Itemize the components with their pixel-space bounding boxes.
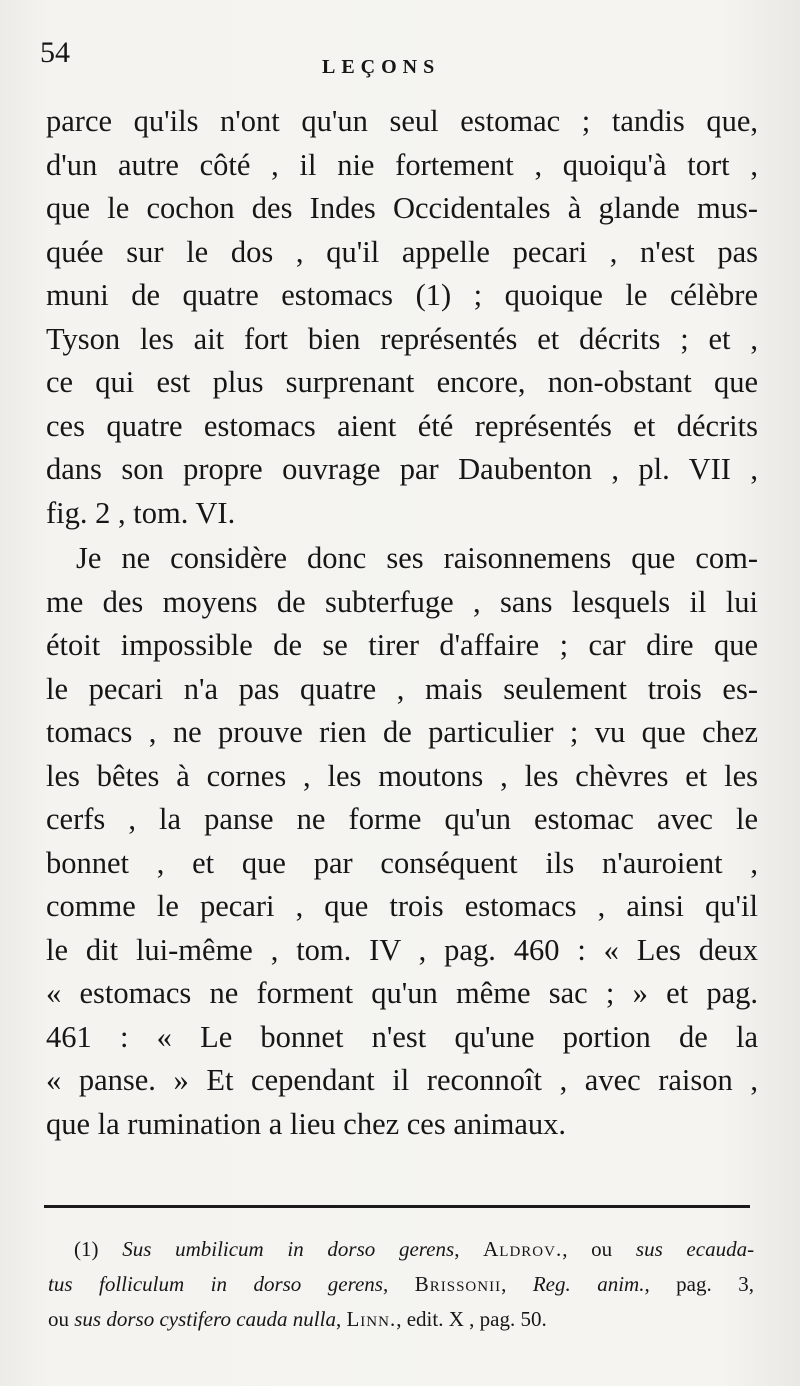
text-line: fig. 2 , tom. VI.: [46, 495, 236, 530]
latin-name: Sus umbilicum in dorso gerens: [122, 1237, 455, 1261]
text-line: ce qui est plus surprenant encore, non-obstant que: [46, 365, 758, 399]
text-line: Je ne considère donc ses raisonnemens que com-: [76, 541, 758, 575]
text-line: me des moyens de subterfuge , sans lesquels il lui: [46, 584, 758, 619]
footnote-line: tus folliculum in dorso gerens, Brissonii, Reg. anim., pag. 3,: [48, 1272, 754, 1296]
text-line: « estomacs ne forment qu'un même sac ; » et pag.: [46, 976, 758, 1010]
text-line: que la rumination a lieu chez ces animaux.: [46, 1106, 566, 1141]
text-line: parce qu'ils n'ont qu'un seul estomac ; tandis que,: [46, 104, 758, 138]
page-number: 54: [40, 36, 70, 69]
text-line: étoit impossible de se tirer d'affaire ; car dire que: [46, 628, 758, 662]
paragraph-1: [46, 100, 758, 535]
author-abbrev: Aldrov.: [483, 1237, 563, 1261]
text-line: dans son propre ouvrage par Daubenton , pl. VII ,: [46, 452, 758, 486]
author-abbrev: Linn.: [346, 1307, 397, 1331]
text-line: quée sur le dos , qu'il appelle pecari , n'est pas: [46, 234, 758, 269]
text-line: les bêtes à cornes , les moutons , les chèvres et les: [46, 758, 758, 793]
work-title: Reg. anim.: [532, 1272, 645, 1296]
text-line: comme le pecari , que trois estomacs , ainsi qu'il: [46, 889, 758, 923]
text-line: d'un autre côté , il nie fortement , quoiqu'à tort ,: [46, 147, 758, 182]
latin-name: sus dorso cystifero cauda nulla: [74, 1307, 336, 1331]
text-line: 461 : « Le bonnet n'est qu'une portion de la: [46, 1019, 758, 1054]
text-line: « panse. » Et cependant il reconnoît , avec raison ,: [46, 1063, 758, 1097]
latin-name: sus ecauda-: [635, 1237, 755, 1261]
footnote-line: (1) Sus umbilicum in dorso gerens, Aldrov., ou sus ecauda-: [74, 1237, 755, 1261]
text-line: le dit lui-même , tom. IV , pag. 460 : « Les deux: [46, 932, 758, 967]
text-line: muni de quatre estomacs (1) ; quoique le célèbre: [46, 278, 758, 312]
text-line: tomacs , ne prouve rien de particulier ; vu que chez: [46, 715, 758, 749]
text-line: ces quatre estomacs aient été représentés et décrits: [46, 408, 758, 443]
running-head: LEÇONS: [322, 56, 441, 78]
footnote-marker: (1): [74, 1237, 99, 1261]
body-text: [46, 100, 758, 1146]
latin-name: tus folliculum in dorso gerens: [48, 1272, 383, 1296]
text-line: Tyson les ait fort bien représentés et décrits ; et ,: [46, 321, 758, 356]
author-abbrev: Brissonii: [414, 1272, 502, 1296]
text-line: le pecari n'a pas quatre , mais seulement trois es-: [46, 671, 758, 706]
text-line: bonnet , et que par conséquent ils n'auroient ,: [46, 845, 758, 880]
paragraph-2: [46, 537, 758, 1146]
footnote-line: ou sus dorso cystifero cauda nulla, Linn., edit. X , pag. 50.: [48, 1307, 547, 1331]
text-line: cerfs , la panse ne forme qu'un estomac avec le: [46, 802, 758, 836]
text-line: que le cochon des Indes Occidentales à glande mus-: [46, 191, 758, 225]
footnote-rule: [44, 1205, 750, 1208]
footnote: [48, 1232, 754, 1337]
